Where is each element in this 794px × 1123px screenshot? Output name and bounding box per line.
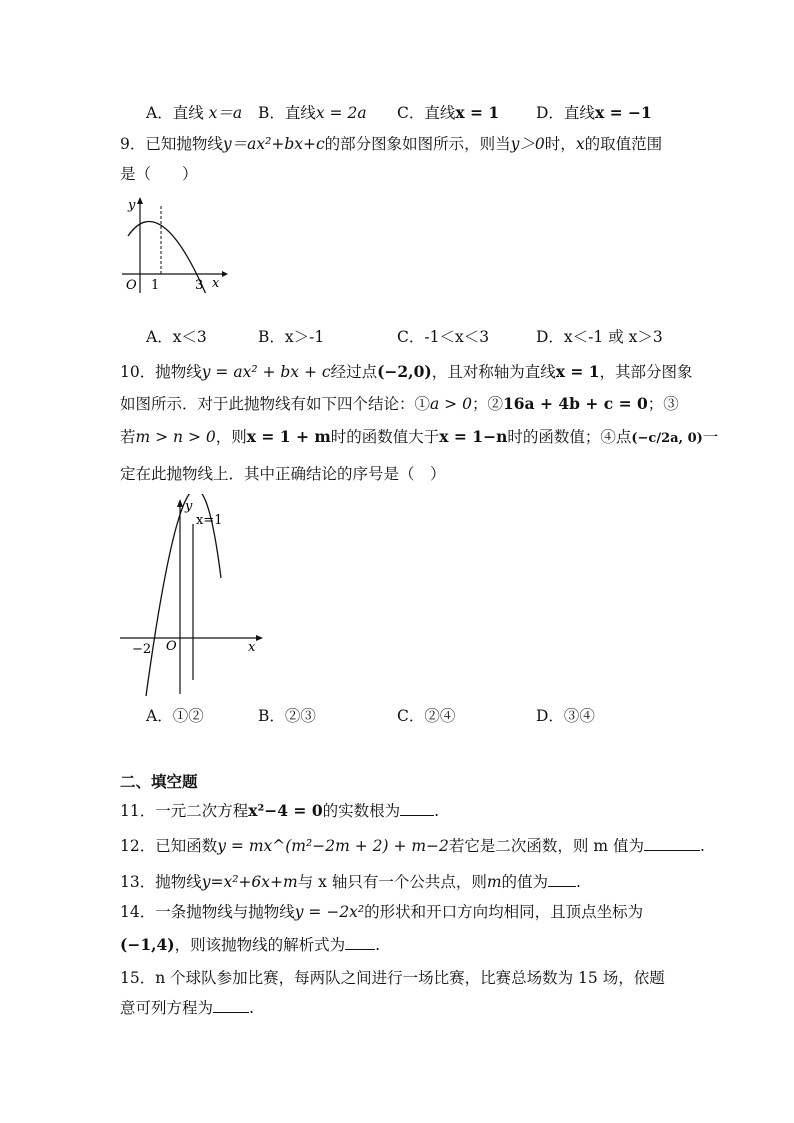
q8-option-c: C．直线x = 1 — [397, 103, 500, 122]
q10-graph — [118, 494, 268, 700]
q15-stem-line2: 意可列方程为 . — [120, 999, 254, 1017]
q9-origin-label: O — [126, 278, 137, 293]
q12-answer-blank[interactable] — [644, 836, 700, 851]
q9-x-label: x — [212, 276, 220, 291]
q9-option-c: C．-1＜x＜3 — [397, 328, 490, 346]
q9-option-a: A．x＜3 — [146, 328, 207, 346]
q14-answer-blank[interactable] — [345, 935, 375, 950]
q13-stem: 13．抛物线y=x²+6x+m与 x 轴只有一个公共点，则m的值为 . — [120, 873, 581, 891]
q10-y-arrow — [177, 499, 183, 507]
q13-answer-blank[interactable] — [548, 872, 576, 887]
q10-x-label: x — [248, 640, 256, 655]
q9-tick-3: 3 — [195, 278, 204, 293]
q15-stem-line1: 15．n 个球队参加比赛，每两队之间进行一场比赛，比赛总场数为 15 场，依题 — [120, 969, 665, 987]
q11-stem: 11．一元二次方程x²−4 = 0的实数根为 . — [120, 801, 440, 820]
q14-stem-line1: 14．一条抛物线与抛物线y = −2x²的形状和开口方向均相同，且顶点坐标为 — [120, 903, 644, 921]
q10-stem-line4: 定在此抛物线上．其中正确结论的序号是（ ） — [120, 465, 446, 483]
q8-option-b: B．直线x = 2a — [258, 104, 367, 122]
q10-stem-line2: 如图所示．对于此抛物线有如下四个结论：①a > 0；②16a + 4b + c = 0；③ — [120, 394, 679, 413]
q10-option-b: B．②③ — [258, 707, 316, 725]
q10-axis-label: x=1 — [196, 513, 223, 528]
q10-y-label: y — [185, 499, 193, 514]
q10-tick-neg2: −2 — [132, 642, 152, 657]
q10-option-a: A．①② — [146, 707, 204, 725]
q12-stem: 12．已知函数y = mx^(m²−2m + 2) + m−2若它是二次函数，则 m 值为 . — [120, 837, 705, 855]
q9-stem-line1: 9．已知抛物线y＝ax²+bx+c的部分图象如图所示，则当y＞0时，x的取值范围 — [120, 135, 663, 153]
q9-y-arrow — [137, 197, 143, 204]
q9-option-b: B．x＞-1 — [258, 328, 325, 346]
q10-option-c: C．②④ — [397, 707, 456, 725]
q15-answer-blank[interactable] — [213, 998, 249, 1013]
q11-answer-blank[interactable] — [400, 801, 434, 816]
q9-graph — [118, 193, 228, 293]
q10-option-d: D．③④ — [536, 707, 595, 725]
q9-y-label: y — [128, 198, 136, 213]
q14-stem-line2: (−1,4)，则该抛物线的解析式为 . — [120, 935, 381, 954]
q9-stem-line2: 是（ ） — [120, 165, 198, 183]
q10-x-arrow — [256, 635, 263, 641]
q8-option-d: D．直线x = −1 — [536, 103, 652, 122]
q9-option-d: D．x＜-1 或 x＞3 — [536, 328, 663, 346]
section2-title: 二、填空题 — [120, 772, 198, 791]
q9-tick-1: 1 — [151, 278, 160, 293]
q10-stem-line1: 10．抛物线y = ax² + bx + c经过点(−2,0)，且对称轴为直线x = 1，其部分图象 — [120, 362, 693, 381]
q10-stem-line3: 若m > n > 0，则x = 1 + m时的函数值大于x = 1−n时的函数值；④点(−c/2a, 0)一 — [120, 427, 719, 446]
q8-option-a: A．直线 x＝a — [146, 104, 243, 122]
q9-x-arrow — [222, 271, 228, 277]
q10-origin-label: O — [166, 639, 177, 654]
